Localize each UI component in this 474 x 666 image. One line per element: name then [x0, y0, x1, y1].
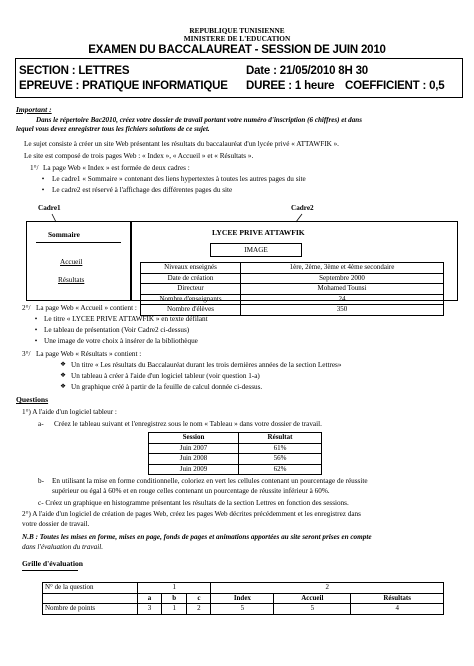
table-cell: Accueil	[274, 593, 351, 604]
table-cell: 4	[351, 604, 444, 615]
table-cell: Mohamed Tounsi	[241, 284, 444, 295]
presentation-table	[140, 262, 444, 316]
table-row	[141, 305, 444, 316]
cadre2-label: Cadre2	[291, 204, 314, 212]
table-cell: 62%	[239, 464, 322, 475]
table-cell: c	[187, 593, 211, 604]
table-cell: 1ère, 2ème, 3ème et 4ème secondaire	[241, 263, 444, 274]
table-cell: 3	[138, 604, 162, 615]
part1-bullet2: Le cadre2 est réservé à l'affichage des différentes pages du site	[52, 186, 233, 194]
table-cell: 1	[162, 604, 187, 615]
table-header-cell: Session	[149, 433, 239, 444]
table-cell	[43, 593, 138, 604]
question1a-text: Créez le tableau suivant et l'enregistrez sous le nom « Tableau » dans votre dossier de travail.	[54, 420, 322, 428]
part1-number: 1°/	[30, 164, 39, 172]
table-cell: Date de création	[141, 273, 241, 284]
table-row	[43, 604, 444, 615]
table-cell: Index	[211, 593, 274, 604]
diamond-bullet-icon: ❖	[60, 383, 66, 390]
table-cell: 2	[187, 604, 211, 615]
table-cell: Nombre de points	[43, 604, 138, 615]
note-line1: N.B : Toutes les mises en forme, mises en page, fonds de pages et animations apportées au site seront prises en compte	[22, 533, 372, 541]
bullet-icon: •	[34, 315, 38, 323]
table-row	[43, 583, 444, 594]
diamond-bullet-icon: ❖	[60, 372, 66, 379]
school-title: LYCEE PRIVE ATTAWFIK	[212, 228, 305, 237]
intro-line2: Le site est composé de trois pages Web : « Index », « Accueil » et « Résultats ».	[24, 152, 254, 160]
table-cell: 2	[211, 583, 444, 594]
duree-label: DUREE : 1 heure	[246, 80, 335, 92]
table-cell: Nombre d'élèves	[141, 305, 241, 316]
image-placeholder	[210, 243, 302, 257]
table-cell: Résultats	[351, 593, 444, 604]
part3-bullet1: Un titre « Les résultats du Baccalauréat durant les trois dernières années de la section Lettres»	[71, 361, 342, 369]
table-row	[149, 464, 322, 475]
question2-line1: 2°) A l'aide d'un logiciel de création de pages Web, créez les pages Web décrites précédemment et les enregistrez dans	[22, 510, 361, 518]
part2-bullet3: Une image de votre choix à insérer de la bibliothèque	[44, 337, 198, 345]
question1-intro: 1°) A l'aide d'un logiciel tableur :	[22, 408, 117, 416]
table-cell: Nombre d'enseignants	[141, 294, 241, 305]
question1b-line2: supérieur ou égal à 60% et en rouge celles contenant un pourcentage de réussite inférieur à 60%.	[52, 487, 330, 495]
section-label: SECTION : LETTRES	[19, 65, 130, 77]
table-cell: 61%	[239, 443, 322, 454]
table-cell: Juin 2008	[149, 454, 239, 465]
table-cell: 1	[138, 583, 211, 594]
table-header-row	[149, 433, 322, 444]
part3-bullet2: Un tableau à créer à l'aide d'un logiciel tableur (voir question 1-a)	[71, 372, 260, 380]
country-title: REPUBLIQUE TUNISIENNE	[189, 26, 285, 35]
table-cell: 350	[241, 305, 444, 316]
table-row	[141, 284, 444, 295]
bullet-icon: •	[34, 326, 38, 334]
table-cell: 5	[274, 604, 351, 615]
table-header-cell: Résultat	[239, 433, 322, 444]
exam-title: EXAMEN DU BACCALAUREAT - SESSION DE JUIN 2010	[88, 44, 386, 56]
part3-bullet3: Un graphique créé à partir de la feuille de calcul donnée ci-dessus.	[71, 383, 263, 391]
intro-line1: Le sujet consiste à créer un site Web présentant les résultats du baccalauréat d'un lycée privé « ATTAWFIK ».	[24, 140, 339, 148]
table-cell: b	[162, 593, 187, 604]
bullet-icon: •	[41, 175, 45, 183]
important-text-line2: lequel vous devez enregistrer tous les fichiers solutions de ce sujet.	[16, 125, 210, 133]
important-text-line1: Dans le répertoire Bac2010, créez votre dossier de travail portant votre numéro d'inscription (6 chiffres) et dans	[36, 116, 362, 124]
ministry-title: MINISTERE DE L'EDUCATION	[183, 34, 291, 43]
note-line2: dans l'évaluation du travail.	[22, 543, 103, 551]
table-cell: 24	[241, 294, 444, 305]
results-table	[148, 432, 322, 475]
coefficient-label: COEFFICIENT : 0,5	[345, 80, 445, 92]
table-cell: a	[138, 593, 162, 604]
date-label: Date : 21/05/2010 8H 30	[246, 65, 368, 77]
table-cell: 56%	[239, 454, 322, 465]
part2-number: 2°/	[22, 304, 31, 312]
table-cell: Septembre 2000	[241, 273, 444, 284]
sommaire-divider	[36, 242, 121, 243]
table-row	[141, 294, 444, 305]
link-accueil[interactable]: Accueil	[60, 258, 83, 266]
sommaire-title: Sommaire	[48, 230, 80, 239]
part1-title: La page Web « Index » est formée de deux cadres :	[43, 164, 190, 172]
table-cell: Juin 2007	[149, 443, 239, 454]
table-cell: 5	[211, 604, 274, 615]
bullet-icon: •	[41, 186, 45, 194]
part2-title: La page Web « Accueil » contient :	[36, 304, 137, 312]
question1b-label: b-	[38, 477, 44, 485]
table-row	[141, 263, 444, 274]
table-row	[149, 443, 322, 454]
evaluation-grid	[42, 582, 444, 615]
table-row	[141, 273, 444, 284]
table-row	[43, 593, 444, 604]
bullet-icon: •	[34, 337, 38, 345]
important-label: Important :	[16, 105, 52, 114]
part3-number: 3°/	[22, 350, 31, 358]
grille-title: Grille d'évaluation	[22, 559, 83, 568]
part1-bullet1: Le cadre1 « Sommaire » contenant des liens hypertextes à toutes les autres pages du site	[52, 175, 306, 183]
question1a-label: a-	[38, 420, 44, 428]
diamond-bullet-icon: ❖	[60, 361, 66, 368]
part3-title: La page Web « Résultats » contient :	[36, 350, 142, 358]
epreuve-label: EPREUVE : PRATIQUE INFORMATIQUE	[19, 80, 228, 92]
link-resultats[interactable]: Résultats	[58, 276, 85, 284]
table-cell: Niveaux enseignés	[141, 263, 241, 274]
table-cell: N° de la question	[43, 583, 138, 594]
part2-bullet2: Le tableau de présentation (Voir Cadre2 ci-dessus)	[44, 326, 190, 334]
question2-line2: votre dossier de travail.	[22, 520, 90, 528]
grille-title-underline	[22, 570, 78, 571]
table-cell: Juin 2009	[149, 464, 239, 475]
table-row	[149, 454, 322, 465]
image-placeholder-label: IMAGE	[244, 246, 268, 254]
question1c-text: c- Créez un graphique en histogramme présentant les résultats de la section Lettres en fonction des sessions.	[38, 499, 349, 507]
table-cell: Directeur	[141, 284, 241, 295]
part2-bullet1: Le titre « LYCEE PRIVE ATTAWFIK » en texte défilant	[44, 315, 208, 323]
cadre1-label: Cadre1	[38, 204, 61, 212]
question1b-line1: En utilisant la mise en forme conditionnelle, coloriez en vert les cellules contenant un pourcentage de réussite	[52, 477, 368, 485]
questions-title: Questions	[16, 395, 49, 404]
